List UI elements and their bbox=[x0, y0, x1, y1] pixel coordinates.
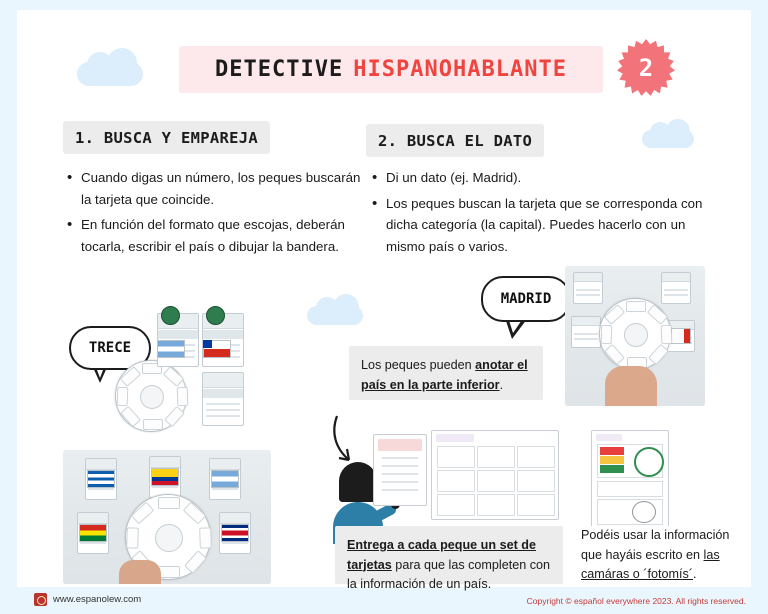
photo-wheel-flags bbox=[63, 450, 271, 584]
illustration-wheel-cards-1 bbox=[65, 310, 315, 425]
country-wheel bbox=[599, 298, 671, 370]
footer-site bbox=[34, 593, 141, 606]
section-2-bullets bbox=[368, 167, 706, 261]
hand-holding bbox=[605, 366, 657, 406]
callout-anotar-after: . bbox=[499, 377, 504, 392]
worksheet-carta-a bbox=[431, 430, 559, 520]
flag-costa-rica bbox=[221, 524, 249, 542]
footer-site-label: www.espanolew.com bbox=[53, 594, 142, 605]
callout-entrega bbox=[335, 526, 563, 592]
cloud-icon bbox=[642, 130, 694, 148]
country-card bbox=[571, 316, 601, 348]
list-item: • En función del formato que escojas, deberán tocarla, escribir el país o dibujar la bandera. bbox=[81, 214, 363, 257]
list-item: • Cuando digas un número, los peques buscarán la tarjeta que coincide. bbox=[81, 167, 363, 210]
callout-entrega-bold: Entrega a cada peque un set de tarjetas bbox=[347, 538, 536, 572]
hand-holding bbox=[119, 560, 161, 584]
country-card bbox=[202, 372, 244, 426]
flag-argentina bbox=[157, 340, 185, 358]
globe-icon bbox=[206, 306, 225, 325]
list-item: • Di un dato (ej. Madrid). bbox=[386, 167, 706, 189]
page-canvas bbox=[17, 10, 751, 592]
page-title bbox=[179, 46, 603, 93]
callout-podeis bbox=[581, 526, 747, 584]
card-la-capital bbox=[373, 434, 427, 506]
callout-anotar-underlined: anotar el país en la parte inferior bbox=[361, 358, 528, 392]
cloud-icon bbox=[307, 306, 363, 325]
footer-copyright: Copyright © español everywhere 2023. All rights reserved. bbox=[526, 596, 746, 606]
speech-bubble-trece: TRECE bbox=[69, 326, 151, 370]
callout-podeis-after: . bbox=[692, 567, 697, 582]
flag-bolivia bbox=[79, 524, 107, 542]
title-word-detective: DETECTIVE bbox=[215, 57, 344, 82]
title-word-hispanohablante: HISPANOHABLANTE bbox=[353, 57, 567, 82]
person-head bbox=[339, 462, 377, 502]
country-wheel bbox=[115, 360, 187, 432]
section-2-heading: 2. BUSCA EL DATO bbox=[366, 124, 544, 157]
callout-podeis-before: Podéis usar la información que hayáis escrito en bbox=[581, 528, 730, 562]
flag-colombia bbox=[151, 468, 179, 486]
arrow-icon bbox=[329, 414, 371, 468]
photo-hand-wheel bbox=[565, 266, 705, 406]
speech-bubble-madrid: MADRID bbox=[481, 276, 571, 322]
cloud-icon bbox=[77, 62, 143, 86]
country-card bbox=[661, 272, 691, 304]
section-1-heading: 1. BUSCA Y EMPAREJA bbox=[63, 121, 270, 154]
badge-number: 2 bbox=[638, 54, 654, 82]
flag-cuba bbox=[87, 470, 115, 488]
logo-icon bbox=[34, 593, 47, 606]
flag-argentina bbox=[211, 470, 239, 488]
page-number-badge bbox=[617, 39, 675, 97]
callout-anotar-before: Los peques pueden bbox=[361, 358, 476, 372]
flag-chile-canton bbox=[203, 340, 212, 348]
callout-podeis-underlined: las camáras o ´fotomís´ bbox=[581, 547, 720, 582]
globe-icon bbox=[161, 306, 180, 325]
callout-entrega-after: para que las completen con la información de un país. bbox=[347, 557, 551, 592]
country-card bbox=[573, 272, 603, 304]
list-item: • Los peques buscan la tarjeta que se corresponda con dicha categoría (la capital). Puedes hacerlo con un mismo país o varios. bbox=[386, 193, 706, 258]
callout-anotar bbox=[349, 346, 543, 400]
worksheet-carta-b bbox=[591, 430, 669, 528]
section-1-bullets bbox=[63, 167, 363, 261]
